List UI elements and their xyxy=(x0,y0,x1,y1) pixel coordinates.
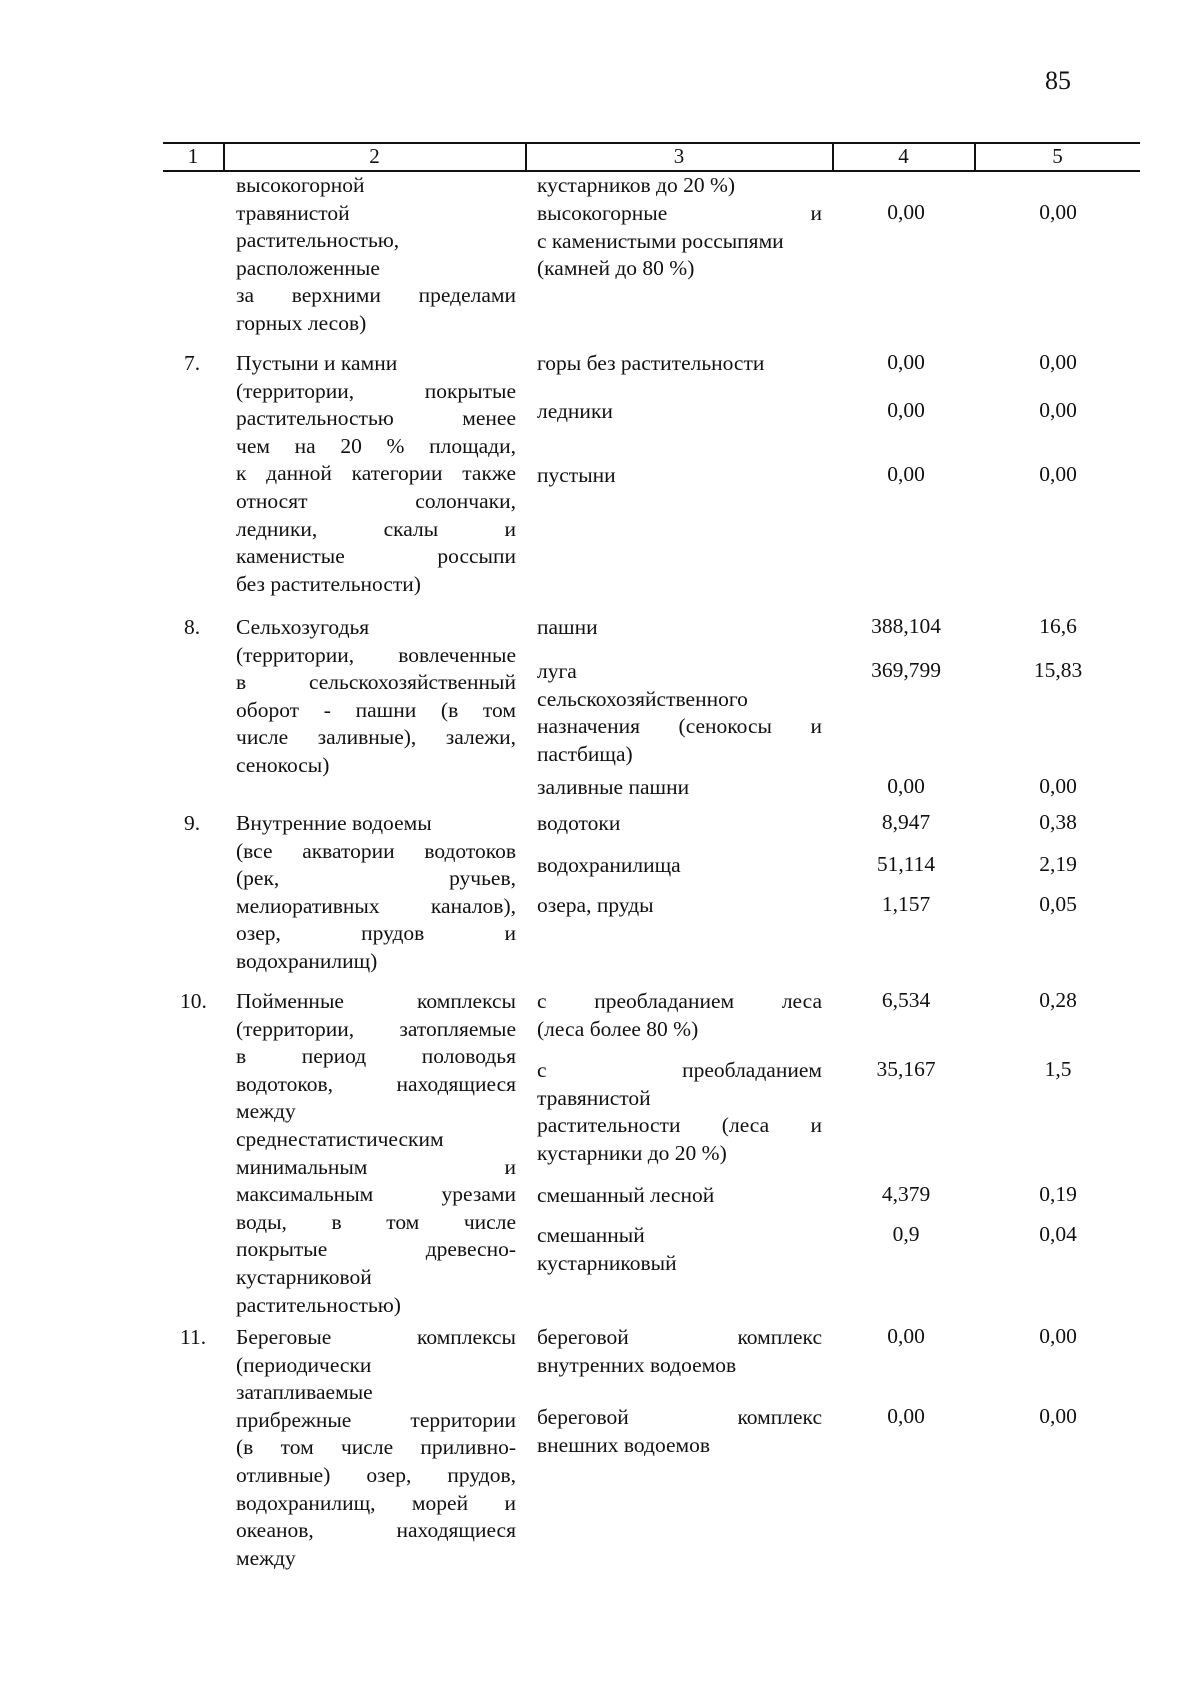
category-line: затапливаемые xyxy=(236,1380,373,1405)
category-line: отливные) озер, прудов, xyxy=(236,1462,516,1487)
type-cell xyxy=(537,200,822,283)
category-line: (периодически xyxy=(236,1352,372,1377)
category-line: растительностью, xyxy=(236,228,400,253)
value-col4: 0,00 xyxy=(887,462,925,486)
category-line: (в том числе приливно- xyxy=(236,1435,516,1460)
value-col5: 0,00 xyxy=(1039,462,1077,486)
value-col5: 2,19 xyxy=(1039,852,1077,876)
type-line: горы без растительности xyxy=(537,351,765,375)
type-cell xyxy=(537,988,822,1043)
type-line: береговой комплекс xyxy=(537,1325,822,1349)
category-line: водотоков, находящиеся xyxy=(236,1071,516,1096)
value-col5: 0,19 xyxy=(1039,1182,1077,1206)
category-line: ледники, скалы и xyxy=(236,516,516,541)
type-cell xyxy=(537,774,822,802)
value-col4: 51,114 xyxy=(876,852,936,876)
category-line: Пойменные комплексы xyxy=(236,989,516,1013)
category-line: Пустыни и камни xyxy=(236,351,398,375)
category-line: воды, в том числе xyxy=(236,1209,516,1234)
type-cell xyxy=(537,1404,822,1459)
value-col5: 1,5 xyxy=(1044,1057,1072,1081)
category-line: сенокосы) xyxy=(236,752,330,777)
row-number: 10. xyxy=(180,989,207,1013)
category-line: высокогорной xyxy=(236,173,365,197)
value-col5: 0,04 xyxy=(1039,1222,1077,1246)
type-line: пастбища) xyxy=(537,741,633,766)
category-line: покрытые древесно- xyxy=(236,1237,516,1262)
type-line: кустарниковый xyxy=(537,1250,677,1275)
category-line: (территории, вовлеченные xyxy=(236,642,516,667)
type-cell xyxy=(537,1222,822,1277)
column-header-5: 5 xyxy=(1052,144,1063,168)
type-cell xyxy=(537,892,822,920)
type-cell xyxy=(537,350,822,378)
category-cell xyxy=(236,988,516,1319)
value-col5: 0,38 xyxy=(1039,810,1077,834)
category-line: кустарниковой xyxy=(236,1264,372,1289)
category-line: числе заливные), залежи, xyxy=(236,725,516,750)
type-cell xyxy=(537,1057,822,1167)
column-header-3: 3 xyxy=(673,144,685,168)
category-line: растительностью) xyxy=(236,1292,401,1317)
type-line: (камней до 80 %) xyxy=(537,256,695,281)
type-line: кустарников до 20 %) xyxy=(537,173,736,197)
value-col4: 8,947 xyxy=(881,810,931,834)
value-col5: 0,00 xyxy=(1039,398,1077,422)
category-line: травянистой xyxy=(236,200,350,225)
category-cell xyxy=(236,614,516,780)
type-cell xyxy=(537,172,822,200)
category-line: растительностью менее xyxy=(236,406,516,431)
value-col4: 0,00 xyxy=(887,398,925,422)
category-cell xyxy=(236,350,516,598)
category-cell xyxy=(236,810,516,976)
category-line: Внутренние водоемы xyxy=(236,811,432,835)
type-line: с преобладанием xyxy=(537,1058,822,1082)
category-line: (территории, покрытые xyxy=(236,378,516,403)
value-col5: 0,28 xyxy=(1039,988,1077,1012)
column-header-2: 2 xyxy=(369,144,380,168)
category-line: среднестатистическим xyxy=(236,1126,444,1151)
value-col4: 1,157 xyxy=(881,892,931,916)
type-cell xyxy=(537,1182,822,1210)
type-cell xyxy=(537,614,822,642)
value-col4: 369,799 xyxy=(871,658,941,682)
type-line: с каменистыми россыпями xyxy=(537,228,784,253)
row-number: 7. xyxy=(184,351,201,375)
value-col4: 0,00 xyxy=(887,1324,925,1348)
column-header-4: 4 xyxy=(898,144,909,168)
value-col4: 0,00 xyxy=(887,350,925,374)
type-line: сельскохозяйственного xyxy=(537,686,748,711)
type-line: заливные пашни xyxy=(537,775,690,799)
type-line: береговой комплекс xyxy=(537,1405,822,1429)
value-col5: 0,00 xyxy=(1039,1324,1077,1348)
value-col4: 0,00 xyxy=(887,1404,925,1428)
type-line: внешних водоемов xyxy=(537,1432,711,1457)
category-line: (все акватории водотоков xyxy=(236,838,516,863)
category-line: каменистые россыпи xyxy=(236,544,516,569)
category-line: за верхними пределами xyxy=(236,283,516,308)
type-line: смешанный xyxy=(537,1223,645,1247)
type-line: водохранилища xyxy=(537,853,681,877)
type-line: луга xyxy=(537,659,577,683)
type-cell xyxy=(537,462,822,490)
value-col4: 6,534 xyxy=(881,988,931,1012)
value-col4: 0,9 xyxy=(892,1222,920,1246)
category-line: минимальным и xyxy=(236,1154,516,1179)
category-line: горных лесов) xyxy=(236,310,367,335)
value-col4: 4,379 xyxy=(881,1182,931,1206)
type-line: (леса более 80 %) xyxy=(537,1016,699,1041)
type-line: назначения (сенокосы и xyxy=(537,714,822,739)
category-line: Береговые комплексы xyxy=(236,1325,516,1349)
value-col5: 16,6 xyxy=(1039,614,1077,638)
category-line: (рек, ручьев, xyxy=(236,866,516,891)
category-line: прибрежные территории xyxy=(236,1407,516,1432)
type-line: водотоки xyxy=(537,811,621,835)
category-line: океанов, находящиеся xyxy=(236,1518,516,1543)
page-number: 85 xyxy=(1045,66,1071,95)
category-line: в период половодья xyxy=(236,1044,516,1069)
value-col4: 0,00 xyxy=(887,774,925,798)
category-line: водохранилищ) xyxy=(236,948,378,973)
type-line: с преобладанием леса xyxy=(537,989,822,1013)
type-line: кустарники до 20 %) xyxy=(537,1140,727,1165)
category-line: водохранилищ, морей и xyxy=(236,1490,516,1515)
category-line: между xyxy=(236,1099,296,1124)
type-line: внутренних водоемов xyxy=(537,1352,737,1377)
value-col5: 0,05 xyxy=(1039,892,1077,916)
category-line: в сельскохозяйственный xyxy=(236,670,516,695)
type-cell xyxy=(537,1324,822,1379)
row-number: 8. xyxy=(184,615,201,639)
type-line: растительности (леса и xyxy=(537,1113,822,1138)
type-line: травянистой xyxy=(537,1085,651,1110)
column-header-1: 1 xyxy=(187,144,199,168)
type-line: смешанный лесной xyxy=(537,1183,715,1207)
category-line: (территории, затопляемые xyxy=(236,1016,516,1041)
row-number: 9. xyxy=(184,811,201,835)
type-cell xyxy=(537,852,822,880)
type-cell xyxy=(537,658,822,768)
category-line: максимальным урезами xyxy=(236,1182,516,1207)
value-col4: 388,104 xyxy=(871,614,941,638)
category-line: к данной категории также xyxy=(236,461,516,486)
category-line: Сельхозугодья xyxy=(236,615,370,639)
value-col5: 0,00 xyxy=(1039,200,1077,224)
value-col4: 35,167 xyxy=(876,1057,936,1081)
value-col5: 0,00 xyxy=(1039,350,1077,374)
value-col4: 0,00 xyxy=(887,200,925,224)
type-line: пустыни xyxy=(537,463,616,487)
category-line: озер, прудов и xyxy=(236,921,516,946)
category-line: мелиоративных каналов), xyxy=(236,893,516,918)
category-line: между xyxy=(236,1545,296,1570)
type-line: озера, пруды xyxy=(537,893,654,917)
category-line: оборот - пашни (в том xyxy=(236,697,516,722)
type-line: ледники xyxy=(537,399,613,423)
category-line: расположенные xyxy=(236,255,380,280)
category-line: без растительности) xyxy=(236,571,421,596)
category-line: относят солончаки, xyxy=(236,488,516,513)
row-number: 11. xyxy=(180,1325,207,1349)
value-col5: 0,00 xyxy=(1039,1404,1077,1428)
type-cell xyxy=(537,810,822,838)
category-cell xyxy=(236,172,516,338)
type-line: пашни xyxy=(537,615,598,639)
category-cell xyxy=(236,1324,516,1572)
type-cell xyxy=(537,398,822,426)
value-col5: 0,00 xyxy=(1039,774,1077,798)
type-line: высокогорные и xyxy=(537,201,822,225)
category-line: чем на 20 % площади, xyxy=(236,433,516,458)
value-col5: 15,83 xyxy=(1033,658,1083,682)
